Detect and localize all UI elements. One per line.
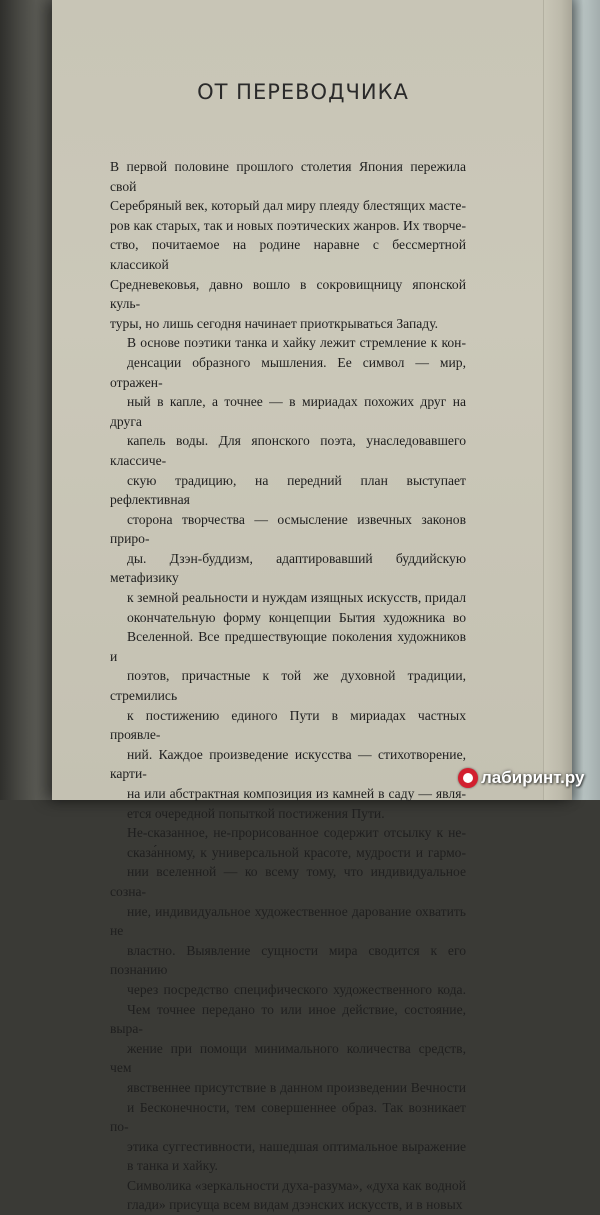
labirint-logo-icon — [458, 768, 478, 788]
text-line: жение при помощи минимального количества средств, чем — [110, 1040, 466, 1076]
text-line: нии вселенной — ко всему тому, что индивидуальное созна- — [110, 864, 466, 899]
text-line: ние, индивидуальное художественное дарование охватить не — [110, 903, 466, 939]
watermark — [458, 768, 584, 788]
text-line: скую традицию, на передний план выступает рефлективная — [110, 472, 466, 508]
text-line: ется очередной попыткой постижения Пути. — [127, 805, 385, 821]
book-cover-edge — [570, 0, 600, 800]
text-line: В основе поэтики танка и хайку лежит стремление к кон- — [127, 335, 466, 351]
text-line: Средневековья, давно вошло в сокровищницу японской куль- — [110, 276, 466, 312]
text-line: Вселенной. Все предшествующие поколения художников и — [110, 629, 466, 664]
text-line: Не-сказанное, не-прорисованное содержит отсылку к не- — [127, 825, 466, 841]
text-line: в танка и хайку. — [127, 1158, 218, 1174]
text-line: ний. Каждое произведение искусства — стихотворение, карти- — [110, 746, 466, 782]
text-line: сторона творчества — осмысление извечных законов приро- — [110, 511, 466, 547]
chapter-title: ОТ ПЕРЕВОДЧИКА — [197, 80, 409, 104]
paragraph — [110, 1176, 466, 1215]
text-line: ство, почитаемое на родине наравне с бессмертной классикой — [110, 237, 466, 272]
paragraph — [110, 157, 466, 333]
text-line: поэтов, причастные к той же духовной традиции, стремились — [110, 668, 466, 704]
text-line: сказа́нному, к универсальной красоте, мудрости и гармо- — [127, 844, 466, 860]
text-line: ров как старых, так и новых поэтических жанров. Их творче- — [110, 217, 466, 233]
text-line: Чем точнее передано то или иное действие, состояние, выра- — [110, 1001, 466, 1037]
text-line: капель воды. Для японского поэта, унаследовавшего классиче- — [110, 433, 466, 468]
text-line: Серебряный век, который дал миру плеяду блестящих масте- — [110, 198, 466, 214]
text-line: денсации образного мышления. Ее символ — мир, отражен- — [110, 354, 466, 390]
page-stack-edge — [543, 0, 572, 800]
text-line: глади» присуща всем видам дзэнских искусств, и в новых — [127, 1197, 463, 1213]
text-line: через посредство специфического художественного кода. — [127, 981, 466, 997]
text-line: ный в капле, а точнее — в мириадах похожих друг на друга — [110, 394, 466, 429]
text-line: В первой половине прошлого столетия Япония пережила свой — [110, 159, 466, 194]
text-line: ды. Дзэн-буддизм, адаптировавший буддийскую метафизику — [110, 550, 466, 586]
text-line: этика суггестивности, нашедшая оптимальное выражение — [127, 1138, 466, 1154]
text-line: к постижению единого Пути в мириадах частных проявле- — [110, 707, 466, 743]
paragraph — [110, 333, 466, 823]
text-line: явственнее присутствие в данном произведении Вечности — [127, 1079, 466, 1095]
paragraph — [110, 823, 466, 1176]
text-line: окончательную форму концепции Бытия художника во — [127, 609, 466, 625]
text-line: Символика «зеркальности духа-разума», «духа как водной — [127, 1177, 466, 1193]
body-text — [110, 157, 466, 1215]
text-line: к земной реальности и нуждам изящных искусств, придал — [127, 590, 466, 606]
text-line: на или абстрактная композиция из камней в саду — явля- — [127, 786, 466, 801]
watermark-text: лабиринт.ру — [481, 768, 585, 787]
text-line: туры, но лишь сегодня начинает приоткрываться Западу. — [110, 315, 439, 331]
text-line: и Бесконечности, тем совершеннее образ. Так возникает по- — [110, 1099, 466, 1135]
text-line: властно. Выявление сущности мира сводится к его познанию — [110, 942, 466, 978]
